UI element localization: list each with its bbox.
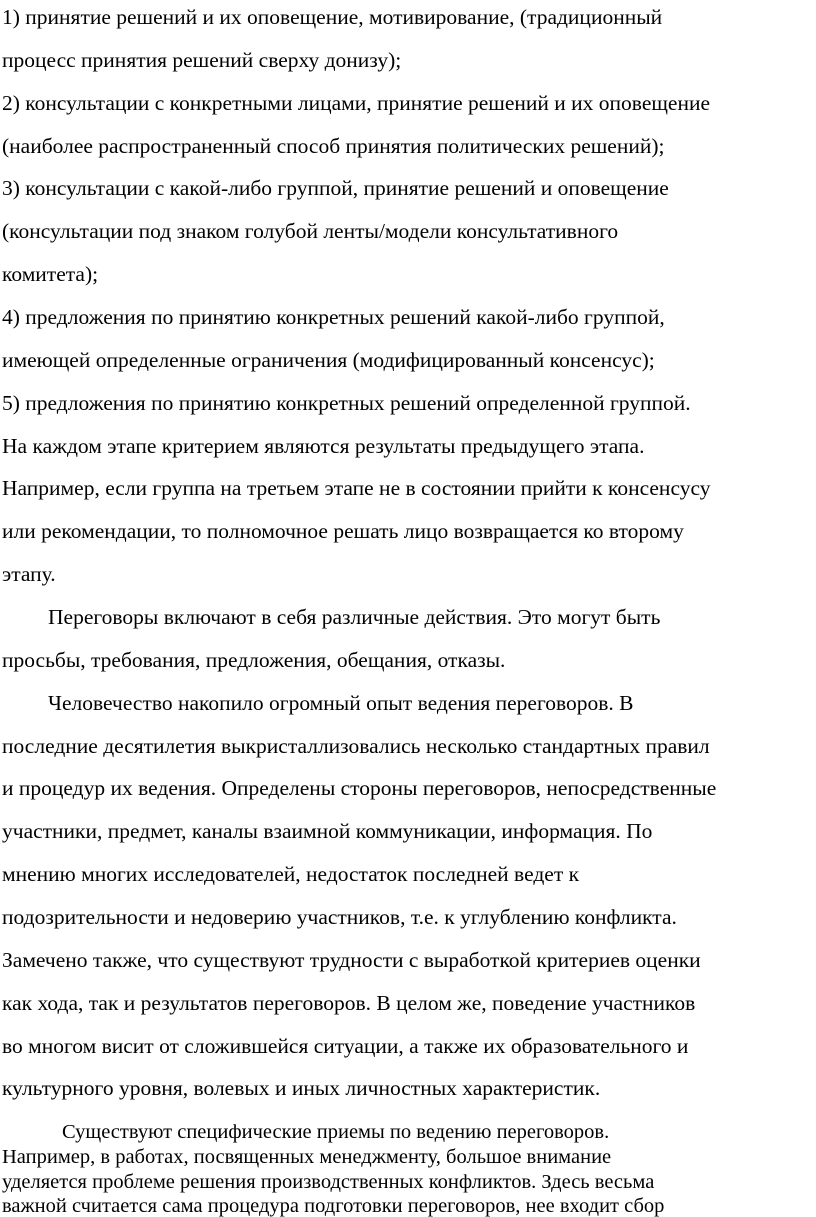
text-line: или рекомендации, то полномочное решать лицо возвращается ко второму bbox=[2, 519, 684, 543]
text-line: имеющей определенные ограничения (модифицированный консенсус); bbox=[2, 348, 655, 372]
text-line: Человечество накопило огромный опыт ведения переговоров. В bbox=[48, 691, 634, 715]
text-line: важной считается сама процедура подготовки переговоров, нее входит сбор bbox=[2, 1195, 665, 1217]
text-line: 2) консультации с конкретными лицами, принятие решений и их оповещение bbox=[2, 91, 711, 115]
text-line: Существуют специфические приемы по ведению переговоров. bbox=[62, 1121, 610, 1143]
text-line: как хода, так и результатов переговоров. В целом же, поведение участников bbox=[2, 991, 696, 1015]
text-line: (наиболее распространенный способ принятия политических решений); bbox=[2, 134, 665, 158]
text-line: подозрительности и недоверию участников, т.е. к углублению конфликта. bbox=[2, 905, 677, 929]
text-line: просьбы, требования, предложения, обещания, отказы. bbox=[2, 648, 506, 672]
text-line: На каждом этапе критерием являются результаты предыдущего этапа. bbox=[2, 434, 645, 458]
text-line: 1) принятие решений и их оповещение, мотивирование, (традиционный bbox=[2, 5, 663, 29]
text-line: 4) предложения по принятию конкретных решений какой-либо группой, bbox=[2, 305, 665, 329]
text-line: последние десятилетия выкристаллизовались несколько стандартных правил bbox=[2, 734, 710, 758]
text-line: 3) консультации с какой-либо группой, принятие решений и оповещение bbox=[2, 176, 669, 200]
text-line: культурного уровня, волевых и иных личностных характеристик. bbox=[2, 1076, 601, 1100]
text-line: Например, если группа на третьем этапе не в состоянии прийти к консенсусу bbox=[2, 476, 711, 500]
text-line: комитета); bbox=[2, 262, 99, 286]
text-line: Переговоры включают в себя различные действия. Это могут быть bbox=[48, 605, 661, 629]
text-line: Замечено также, что существуют трудности с выработкой критериев оценки bbox=[2, 948, 701, 972]
text-line: и процедур их ведения. Определены стороны переговоров, непосредственные bbox=[2, 776, 717, 800]
text-line: этапу. bbox=[2, 562, 56, 586]
text-line: участники, предмет, каналы взаимной коммуникации, информация. По bbox=[2, 819, 653, 843]
text-line: процесс принятия решений сверху донизу); bbox=[2, 48, 402, 72]
text-line: 5) предложения по принятию конкретных решений определенной группой. bbox=[2, 391, 691, 415]
text-line: мнению многих исследователей, недостаток последней ведет к bbox=[2, 862, 580, 886]
text-line: Например, в работах, посвященных менеджменту, большое внимание bbox=[2, 1146, 612, 1168]
text-line: (консультации под знаком голубой ленты/модели консультативного bbox=[2, 219, 619, 243]
text-line: во многом висит от сложившейся ситуации, а также их образовательного и bbox=[2, 1034, 689, 1058]
text-line: уделяется проблеме решения производственных конфликтов. Здесь весьма bbox=[2, 1171, 655, 1193]
